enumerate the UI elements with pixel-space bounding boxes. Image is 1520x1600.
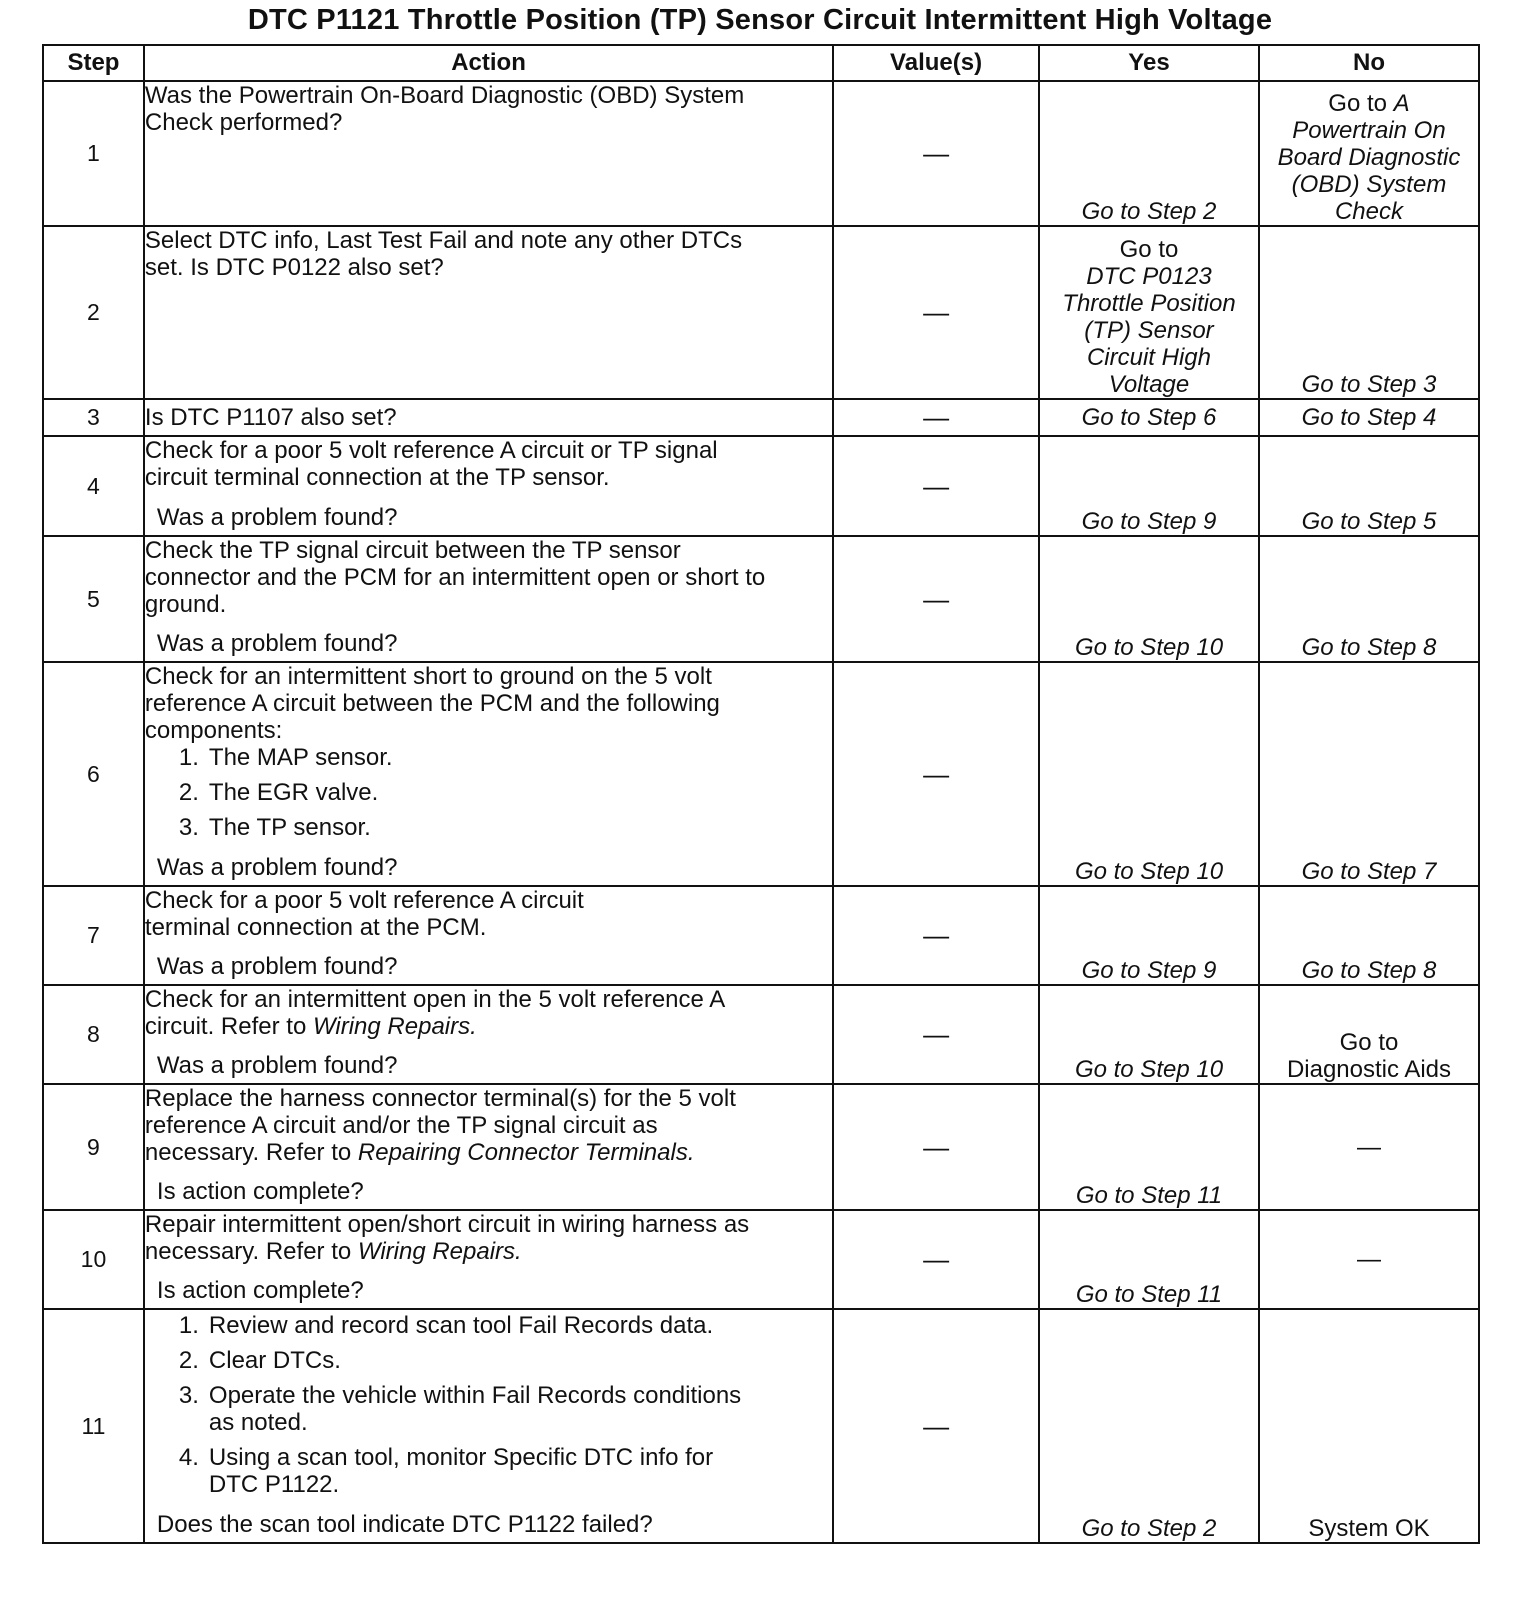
action-cell [144, 662, 833, 886]
action-line: Check for an intermittent short to ground on the 5 volt [144, 663, 712, 690]
action-line: set. Is DTC P0122 also set? [144, 254, 444, 281]
table-row [43, 886, 1479, 985]
yes-cell: Go to Step 11 [1039, 1210, 1259, 1309]
no-cell: Go to Step 7 [1259, 662, 1479, 886]
action-line: connector and the PCM for an intermittent open or short to [144, 564, 766, 591]
yes-ref: Circuit High [1086, 344, 1211, 371]
list-item: 4. Using a scan tool, monitor Specific DTC info for DTC P1122. [178, 1444, 714, 1498]
value-cell: — [833, 81, 1039, 226]
no-cell: Go to Step 5 [1259, 436, 1479, 536]
action-question: Is action complete? [156, 1178, 364, 1205]
table-row [43, 985, 1479, 1084]
action-line: necessary. Refer to Wiring Repairs. [144, 1238, 522, 1265]
step-number: 6 [43, 662, 144, 886]
action-line: Was the Powertrain On-Board Diagnostic (OBD) System [144, 82, 745, 109]
no-ref: Check [1334, 198, 1403, 225]
no-cell: Go to Diagnostic Aids [1259, 985, 1479, 1084]
action-line: Check for a poor 5 volt reference A circuit [144, 887, 584, 914]
action-cell [144, 1309, 833, 1543]
no-ref: Board Diagnostic [1277, 144, 1461, 171]
action-cell [144, 81, 833, 226]
value-cell: — [833, 536, 1039, 662]
header-action: Action [144, 45, 833, 81]
yes-ref: (TP) Sensor [1084, 317, 1214, 344]
value-cell: — [833, 226, 1039, 399]
value-cell: — [833, 662, 1039, 886]
list-item: 1. Review and record scan tool Fail Records data. [178, 1312, 714, 1339]
header-row [43, 45, 1479, 81]
no-ref: (OBD) System [1291, 171, 1447, 198]
action-cell [144, 1210, 833, 1309]
table-row [43, 226, 1479, 399]
value-cell: — [833, 1309, 1039, 1543]
table-row [43, 81, 1479, 226]
action-line: Check for an intermittent open in the 5 volt reference A [144, 986, 726, 1013]
yes-cell: Go to Step 9 [1039, 436, 1259, 536]
no-cell [1259, 81, 1479, 226]
action-line: reference A circuit between the PCM and the following [144, 690, 720, 717]
value-cell: — [833, 886, 1039, 985]
list-item: 3. The TP sensor. [178, 814, 371, 841]
yes-cell [1039, 226, 1259, 399]
yes-cell: Go to Step 11 [1039, 1084, 1259, 1210]
action-cell [144, 985, 833, 1084]
no-prefix: Go to [1328, 90, 1387, 117]
step-number: 4 [43, 436, 144, 536]
yes-cell: Go to Step 10 [1039, 536, 1259, 662]
yes-prefix: Go to [1119, 236, 1179, 263]
yes-cell: Go to Step 10 [1039, 662, 1259, 886]
no-cell: — [1259, 1210, 1479, 1309]
value-cell: — [833, 985, 1039, 1084]
action-line: circuit terminal connection at the TP sensor. [144, 464, 610, 491]
step-number: 2 [43, 226, 144, 399]
no-cell: Go to Step 8 [1259, 886, 1479, 985]
action-cell [144, 226, 833, 399]
action-question: Was a problem found? [156, 630, 398, 657]
no-cell: — [1259, 1084, 1479, 1210]
yes-ref: Throttle Position [1062, 290, 1236, 317]
yes-ref: Voltage [1108, 371, 1190, 398]
action-line: Repair intermittent open/short circuit in wiring harness as [144, 1211, 750, 1238]
yes-cell: Go to Step 10 [1039, 985, 1259, 1084]
header-yes: Yes [1039, 45, 1259, 81]
header-step: Step [43, 45, 144, 81]
no-cell: System OK [1259, 1309, 1479, 1543]
action-line: Select DTC info, Last Test Fail and note any other DTCs [144, 227, 743, 254]
action-line: Replace the harness connector terminal(s) for the 5 volt [144, 1085, 736, 1112]
action-cell [144, 399, 833, 436]
yes-cell: Go to Step 2 [1039, 81, 1259, 226]
action-line: reference A circuit and/or the TP signal circuit as [144, 1112, 658, 1139]
action-cell [144, 886, 833, 985]
step-number: 5 [43, 536, 144, 662]
yes-cell: Go to Step 6 [1039, 399, 1259, 436]
value-cell: — [833, 1210, 1039, 1309]
list-item: 1. The MAP sensor. [178, 744, 393, 771]
action-question: Is action complete? [156, 1277, 364, 1304]
action-line: Is DTC P1107 also set? [144, 404, 397, 431]
step-number: 1 [43, 81, 144, 226]
action-cell [144, 1084, 833, 1210]
step-number: 11 [43, 1309, 144, 1543]
no-cell: Go to Step 8 [1259, 536, 1479, 662]
step-number: 3 [43, 399, 144, 436]
action-line: necessary. Refer to Repairing Connector Terminals. [144, 1139, 695, 1166]
action-line: Check performed? [144, 109, 343, 136]
table-row [43, 1309, 1479, 1543]
list-item: 2. The EGR valve. [178, 779, 379, 806]
reference-link: Repairing Connector Terminals. [357, 1139, 695, 1166]
action-line: Check for a poor 5 volt reference A circuit or TP signal [144, 437, 718, 464]
step-number: 8 [43, 985, 144, 1084]
action-question: Was a problem found? [156, 1052, 398, 1079]
value-cell: — [833, 399, 1039, 436]
list-item: 3. Operate the vehicle within Fail Records conditions as noted. [178, 1382, 742, 1436]
yes-cell: Go to Step 2 [1039, 1309, 1259, 1543]
action-line: ground. [144, 591, 227, 618]
action-line: circuit. Refer to Wiring Repairs. [144, 1013, 477, 1040]
page-title: DTC P1121 Throttle Position (TP) Sensor Circuit Intermittent High Voltage [247, 4, 1273, 36]
step-number: 9 [43, 1084, 144, 1210]
no-cell: Go to Step 3 [1259, 226, 1479, 399]
value-cell: — [833, 436, 1039, 536]
diagnostic-table [42, 44, 1480, 1544]
step-number: 10 [43, 1210, 144, 1309]
header-values: Value(s) [833, 45, 1039, 81]
action-line: terminal connection at the PCM. [144, 914, 487, 941]
no-ref: A [1393, 90, 1410, 117]
yes-ref: DTC P0123 [1086, 263, 1212, 290]
step-number: 7 [43, 886, 144, 985]
list-item: 2. Clear DTCs. [178, 1347, 341, 1374]
action-cell [144, 536, 833, 662]
no-cell: Go to Step 4 [1259, 399, 1479, 436]
table-row [43, 662, 1479, 886]
header-no: No [1259, 45, 1479, 81]
action-question: Was a problem found? [156, 953, 398, 980]
no-ref: Powertrain On [1292, 117, 1446, 144]
value-cell: — [833, 1084, 1039, 1210]
action-cell [144, 436, 833, 536]
table-row [43, 1084, 1479, 1210]
table-row [43, 399, 1479, 436]
action-question: Was a problem found? [156, 504, 398, 531]
table-row [43, 436, 1479, 536]
action-question: Was a problem found? [156, 854, 398, 881]
table-row [43, 536, 1479, 662]
action-line: components: [144, 717, 283, 744]
action-question: Does the scan tool indicate DTC P1122 failed? [156, 1511, 653, 1538]
action-line: Check the TP signal circuit between the TP sensor [144, 537, 681, 564]
yes-cell: Go to Step 9 [1039, 886, 1259, 985]
table-row [43, 1210, 1479, 1309]
reference-link: Wiring Repairs. [357, 1238, 522, 1265]
reference-link: Wiring Repairs. [312, 1013, 477, 1040]
